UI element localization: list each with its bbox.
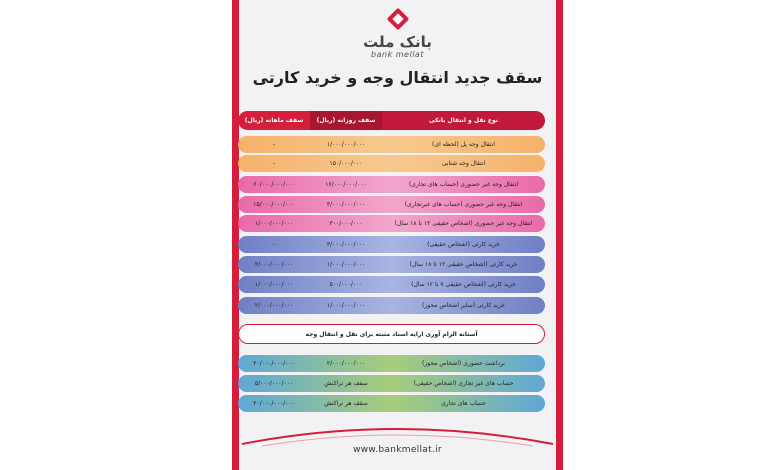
- table-header: [238, 111, 545, 130]
- documents-notice: آستانه الزام آوری ارایه اسناد مثبته برای نقل و انتقال وجه: [238, 324, 545, 344]
- row-label: انتقال وجه شتابی: [441, 160, 486, 167]
- row-label: خرید کارتی (اشخاص حقیقی ۱۲ تا ۱۸ سال): [409, 261, 518, 268]
- row-daily: ۵۰۰/۰۰۰/۰۰۰: [329, 281, 363, 288]
- row-daily: ۱/۰۰۰/۰۰۰/۰۰۰: [326, 261, 366, 268]
- row-monthly: ۱/۰۰۰/۰۰۰/۰۰۰: [254, 220, 294, 227]
- logo-text-en: bank mellat: [371, 50, 424, 59]
- page-title: سقف جدید انتقال وجه و خرید کارتی: [252, 68, 543, 87]
- row-daily: ۲/۰۰۰/۰۰۰/۰۰۰: [326, 360, 366, 367]
- row-label: خرید کارتی (اشخاص حقیقی ۷ تا ۱۲ سال): [411, 281, 516, 288]
- row-daily: ۳۰۰/۰۰۰/۰۰۰: [329, 220, 363, 227]
- row-label: خرید کارتی (سایر اشخاص مجوز): [422, 302, 505, 309]
- footer-url[interactable]: www.bankmellat.ir: [353, 445, 442, 455]
- table-row: [238, 215, 545, 232]
- table-row: [238, 155, 545, 172]
- row-label: انتقال وجه غیر حضوری (حساب های تجاری): [408, 181, 519, 188]
- table-row: [238, 355, 545, 372]
- table-row: [238, 395, 545, 412]
- table-row: [238, 196, 545, 213]
- row-monthly: -: [272, 241, 276, 248]
- row-daily: سقف هر تراکنش: [324, 400, 368, 407]
- row-monthly: ۱/۰۰۰/۰۰۰/۰۰۰: [254, 281, 294, 288]
- row-monthly: ۱۵/۰۰۰/۰۰۰/۰۰۰: [253, 201, 295, 208]
- row-monthly: -: [272, 160, 276, 167]
- row-monthly: ۶۰/۰۰۰/۰۰۰/۰۰۰: [253, 181, 295, 188]
- table-row: [238, 375, 545, 392]
- row-label: حساب های تجاری: [440, 400, 486, 407]
- row-daily: ۱۵۰/۰۰۰/۰۰۰: [329, 160, 363, 167]
- row-label: برداشت حضوری (اشخاص مجوز): [422, 360, 505, 367]
- row-monthly: ۵/۰۰۰/۰۰۰/۰۰۰: [254, 380, 294, 387]
- row-daily: سقف هر تراکنش: [324, 380, 368, 387]
- table-row: [238, 176, 545, 193]
- decorative-arc: [232, 418, 563, 448]
- table-row: [238, 276, 545, 293]
- row-label: انتقال وجه غیر حضوری (اشخاص حقیقی ۱۲ تا ۱۸ سال): [394, 220, 533, 227]
- bank-mellat-logo-icon: [387, 10, 409, 32]
- row-monthly: ۲۰/۰۰۰/۰۰۰/۰۰۰: [253, 400, 295, 407]
- row-monthly: -: [272, 141, 276, 148]
- row-monthly: ۲/۰۰۰/۰۰۰/۰۰۰: [254, 261, 294, 268]
- header-type: نوع نقل و انتقال بانکی: [382, 111, 545, 130]
- row-monthly: ۲/۰۰۰/۰۰۰/۰۰۰: [254, 302, 294, 309]
- row-daily: ۳/۰۰۰/۰۰۰/۰۰۰: [326, 201, 366, 208]
- right-red-stripe: [556, 0, 563, 470]
- logo-text-fa: بانک ملت: [363, 33, 432, 51]
- left-margin: [0, 0, 232, 470]
- header-daily: سقف روزانه (ریال): [310, 111, 382, 130]
- row-daily: ۱/۰۰۰/۰۰۰/۰۰۰: [326, 302, 366, 309]
- table-row: [238, 136, 545, 153]
- row-label: انتقال وجه غیر حضوری (حساب های غیرتجاری): [404, 201, 523, 208]
- row-daily: ۱۶/۰۰۰/۰۰۰/۰۰۰: [325, 181, 367, 188]
- header-monthly: سقف ماهانه (ریال): [238, 111, 310, 130]
- bank-logo: [232, 10, 563, 59]
- row-monthly: ۲۰/۰۰۰/۰۰۰/۰۰۰: [253, 360, 295, 367]
- row-label: انتقال وجه پل (لحظه ای): [432, 141, 495, 148]
- table-row: [238, 236, 545, 253]
- table-row: [238, 297, 545, 314]
- row-daily: ۳/۰۰۰/۰۰۰/۰۰۰: [326, 241, 366, 248]
- row-label: خرید کارتی (اشخاص حقیقی): [427, 241, 500, 248]
- table-row: [238, 256, 545, 273]
- right-margin: [563, 0, 780, 470]
- row-label: حساب های غیر تجاری (اشخاص حقیقی): [413, 380, 514, 387]
- row-daily: ۱/۰۰۰/۰۰۰/۰۰۰: [326, 141, 366, 148]
